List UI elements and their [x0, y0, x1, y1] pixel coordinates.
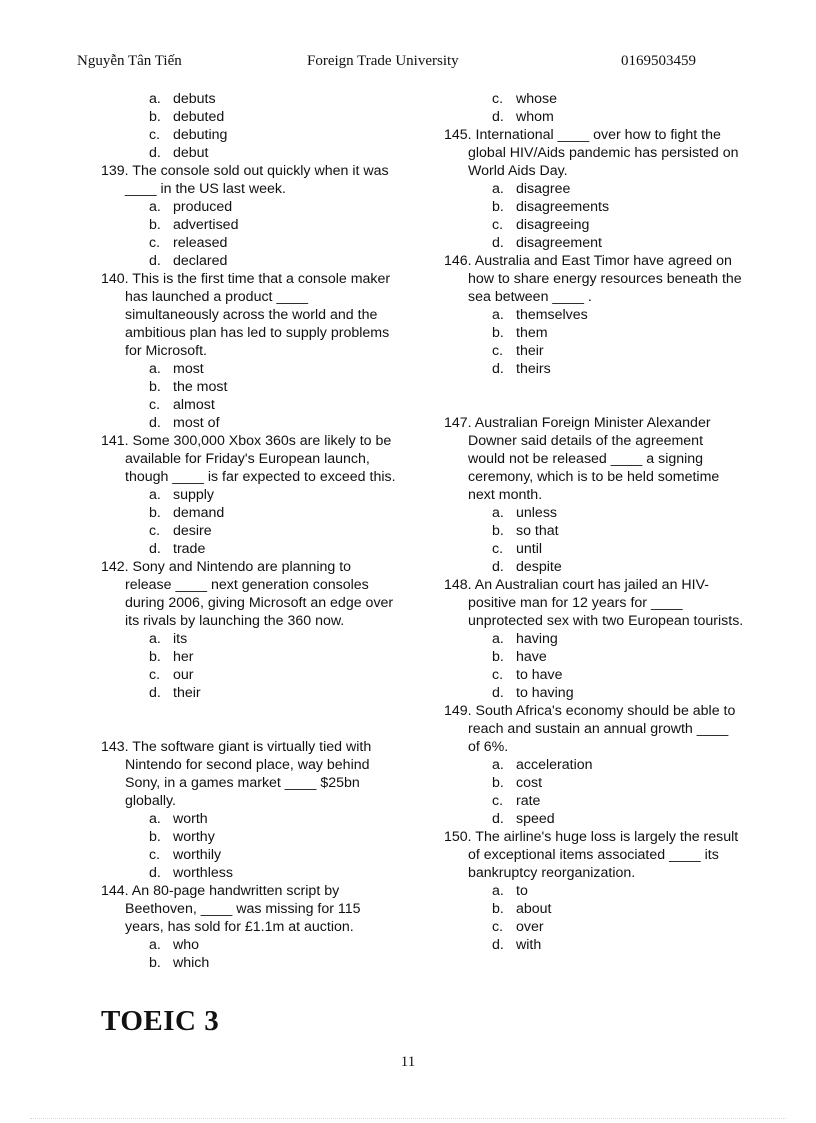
option-letter: d. — [492, 109, 504, 125]
option-letter: a. — [149, 487, 161, 503]
answer-options — [101, 90, 401, 162]
question-stem: 145. International ____ over how to fight the global HIV/Aids pandemic has persisted on World Aids Day. — [444, 127, 739, 179]
option-text: released — [173, 235, 228, 251]
header-phone: 0169503459 — [621, 53, 696, 69]
option-letter: c. — [149, 667, 161, 683]
question-stem: 147. Australian Foreign Minister Alexander Downer said details of the agreement would not be released ____ a signing ceremony, which is to be held sometime next month. — [444, 415, 720, 503]
option-letter: d. — [149, 685, 161, 701]
answer-option — [149, 360, 401, 378]
option-text: acceleration — [516, 757, 593, 773]
answer-option — [492, 504, 744, 522]
option-letter: d. — [149, 865, 161, 881]
option-letter: b. — [492, 199, 504, 215]
option-letter: a. — [149, 631, 161, 647]
answer-option — [492, 360, 744, 378]
answer-option — [492, 648, 744, 666]
question-stem: 150. The airline's huge loss is largely the result of exceptional items associated ____ its bankruptcy reorganization. — [444, 829, 739, 881]
option-letter: a. — [149, 811, 161, 827]
answer-option — [492, 684, 744, 702]
option-letter: c. — [492, 91, 504, 107]
answer-options — [444, 882, 744, 954]
option-letter: a. — [149, 199, 161, 215]
option-text: its — [173, 631, 188, 647]
question-stem: 146. Australia and East Timor have agreed on how to share energy resources beneath the sea between ____ . — [444, 253, 742, 305]
option-letter: a. — [492, 757, 504, 773]
option-letter: c. — [492, 793, 504, 809]
question-stem: 144. An 80-page handwritten script by Beethoven, ____ was missing for 115 years, has sold for £1.1m at auction. — [101, 883, 361, 935]
answer-option — [149, 486, 401, 504]
option-text: most of — [173, 415, 220, 431]
option-text: whose — [516, 91, 558, 107]
blank-spacer — [101, 702, 401, 738]
option-text: disagreement — [516, 235, 602, 251]
option-text: until — [516, 541, 543, 557]
answer-option — [149, 216, 401, 234]
answer-option — [492, 756, 744, 774]
question-item — [101, 270, 401, 432]
header-institution: Foreign Trade University — [307, 53, 459, 69]
option-text: the most — [173, 379, 228, 395]
option-text: to — [516, 883, 528, 899]
answer-option — [149, 684, 401, 702]
option-text: our — [173, 667, 194, 683]
option-letter: c. — [149, 127, 161, 143]
page-number: 11 — [400, 1054, 416, 1070]
answer-option — [492, 522, 744, 540]
option-letter: a. — [149, 91, 161, 107]
option-letter: b. — [492, 523, 504, 539]
option-text: debut — [173, 145, 209, 161]
option-letter: c. — [149, 235, 161, 251]
option-letter: c. — [149, 847, 161, 863]
option-text: to having — [516, 685, 574, 701]
option-letter: a. — [492, 505, 504, 521]
option-letter: a. — [492, 883, 504, 899]
option-letter: b. — [149, 379, 161, 395]
option-text: theirs — [516, 361, 551, 377]
answer-option — [149, 828, 401, 846]
answer-option — [149, 504, 401, 522]
option-letter: b. — [149, 955, 161, 971]
option-text: produced — [173, 199, 233, 215]
option-letter: d. — [149, 541, 161, 557]
option-text: with — [516, 937, 542, 953]
answer-option — [149, 954, 401, 972]
option-letter: c. — [492, 217, 504, 233]
option-letter: b. — [492, 775, 504, 791]
answer-option — [149, 378, 401, 396]
option-letter: a. — [492, 181, 504, 197]
option-letter: a. — [149, 937, 161, 953]
answer-option — [149, 414, 401, 432]
option-text: advertised — [173, 217, 239, 233]
option-text: over — [516, 919, 544, 935]
page-bottom-divider — [30, 1118, 786, 1119]
answer-option — [149, 252, 401, 270]
answer-option — [149, 90, 401, 108]
option-letter: a. — [149, 361, 161, 377]
option-text: whom — [516, 109, 554, 125]
question-stem: 141. Some 300,000 Xbox 360s are likely to be available for Friday's European launch, though ____ is far expected to exceed this. — [101, 433, 396, 485]
answer-option — [492, 936, 744, 954]
answer-option — [492, 342, 744, 360]
option-letter: b. — [149, 829, 161, 845]
option-text: supply — [173, 487, 215, 503]
answer-option — [149, 810, 401, 828]
option-text: rate — [516, 793, 541, 809]
answer-option — [149, 522, 401, 540]
option-letter: d. — [149, 415, 161, 431]
answer-option — [492, 630, 744, 648]
option-text: disagree — [516, 181, 571, 197]
answer-option — [149, 396, 401, 414]
option-letter: d. — [492, 361, 504, 377]
option-letter: c. — [492, 541, 504, 557]
option-text: who — [173, 937, 200, 953]
option-letter: c. — [149, 397, 161, 413]
answer-option — [149, 630, 401, 648]
question-item — [101, 432, 401, 558]
option-text: speed — [516, 811, 555, 827]
question-stem: 143. The software giant is virtually tied with Nintendo for second place, way behind Sony, in a games market ____ $25bn globally. — [101, 739, 372, 809]
answer-option — [149, 126, 401, 144]
option-text: declared — [173, 253, 228, 269]
option-letter: d. — [149, 253, 161, 269]
right-question-column — [444, 90, 744, 954]
blank-spacer — [444, 378, 744, 414]
answer-options — [101, 198, 401, 270]
option-text: worthily — [173, 847, 222, 863]
answer-options — [444, 630, 744, 702]
answer-option — [149, 864, 401, 882]
question-item — [444, 702, 744, 828]
answer-options — [444, 756, 744, 828]
answer-option — [492, 108, 744, 126]
answer-options — [101, 630, 401, 702]
option-text: cost — [516, 775, 543, 791]
question-stem: 140. This is the first time that a console maker has launched a product ____ simultaneously across the world and the ambitious plan has led to supply problems for Microsoft. — [101, 271, 391, 359]
question-item — [101, 882, 401, 972]
option-text: their — [173, 685, 201, 701]
option-text: almost — [173, 397, 215, 413]
answer-options — [444, 504, 744, 576]
question-item — [444, 252, 744, 378]
question-stem: 148. An Australian court has jailed an HIV-positive man for 12 years for ____ unprotected sex with two European tourists. — [444, 577, 744, 629]
option-letter: b. — [149, 649, 161, 665]
section-title: TOEIC 3 — [101, 1005, 220, 1037]
answer-options — [101, 360, 401, 432]
question-stem: 142. Sony and Nintendo are planning to release ____ next generation consoles during 2006, giving Microsoft an edge over its rivals by launching the 360 now. — [101, 559, 394, 629]
option-text: which — [173, 955, 210, 971]
question-item — [101, 558, 401, 702]
option-text: desire — [173, 523, 212, 539]
answer-option — [492, 198, 744, 216]
option-letter: b. — [149, 217, 161, 233]
answer-option — [492, 90, 744, 108]
option-text: trade — [173, 541, 206, 557]
option-text: have — [516, 649, 547, 665]
option-text: despite — [516, 559, 562, 575]
option-letter: a. — [492, 631, 504, 647]
option-text: about — [516, 901, 552, 917]
answer-option — [149, 648, 401, 666]
option-text: debuted — [173, 109, 225, 125]
answer-option — [492, 216, 744, 234]
answer-option — [492, 882, 744, 900]
option-letter: d. — [492, 685, 504, 701]
answer-option — [492, 918, 744, 936]
answer-option — [492, 540, 744, 558]
option-letter: c. — [492, 667, 504, 683]
option-letter: c. — [149, 523, 161, 539]
option-letter: b. — [492, 649, 504, 665]
answer-option — [492, 234, 744, 252]
option-letter: d. — [492, 559, 504, 575]
option-text: them — [516, 325, 548, 341]
question-item — [101, 738, 401, 882]
answer-option — [149, 936, 401, 954]
option-text: demand — [173, 505, 225, 521]
option-letter: c. — [492, 343, 504, 359]
option-text: worth — [173, 811, 208, 827]
option-letter: b. — [149, 109, 161, 125]
option-text: worthy — [173, 829, 215, 845]
option-text: most — [173, 361, 204, 377]
page-header — [0, 53, 816, 73]
answer-option — [149, 198, 401, 216]
option-text: her — [173, 649, 194, 665]
answer-option — [149, 666, 401, 684]
option-letter: a. — [492, 307, 504, 323]
answer-option — [149, 540, 401, 558]
answer-option — [492, 666, 744, 684]
question-item — [444, 90, 744, 126]
answer-options — [444, 306, 744, 378]
question-stem: 139. The console sold out quickly when it was ____ in the US last week. — [101, 163, 389, 197]
option-text: so that — [516, 523, 559, 539]
question-item — [444, 576, 744, 702]
option-letter: d. — [492, 811, 504, 827]
answer-option — [492, 558, 744, 576]
option-letter: d. — [492, 235, 504, 251]
answer-option — [149, 846, 401, 864]
question-item — [444, 126, 744, 252]
question-item — [444, 414, 744, 576]
option-letter: d. — [492, 937, 504, 953]
question-item — [444, 828, 744, 954]
option-text: debuting — [173, 127, 228, 143]
option-text: worthless — [173, 865, 233, 881]
answer-option — [492, 306, 744, 324]
question-item — [101, 162, 401, 270]
answer-option — [149, 108, 401, 126]
option-text: debuts — [173, 91, 216, 107]
answer-options — [101, 486, 401, 558]
question-stem: 149. South Africa's economy should be able to reach and sustain an annual growth ____ of 6%. — [444, 703, 736, 755]
option-text: having — [516, 631, 558, 647]
answer-option — [492, 900, 744, 918]
header-author: Nguyễn Tân Tiến — [77, 53, 182, 69]
option-text: themselves — [516, 307, 588, 323]
option-text: disagreeing — [516, 217, 590, 233]
answer-option — [492, 810, 744, 828]
option-text: to have — [516, 667, 563, 683]
answer-option — [492, 792, 744, 810]
answer-option — [492, 324, 744, 342]
option-letter: d. — [149, 145, 161, 161]
option-text: their — [516, 343, 544, 359]
option-letter: b. — [492, 901, 504, 917]
option-letter: b. — [492, 325, 504, 341]
left-question-column — [101, 90, 401, 972]
answer-option — [492, 774, 744, 792]
answer-option — [149, 234, 401, 252]
answer-options — [101, 936, 401, 972]
answer-options — [444, 180, 744, 252]
option-text: unless — [516, 505, 558, 521]
answer-option — [149, 144, 401, 162]
option-letter: c. — [492, 919, 504, 935]
answer-options — [101, 810, 401, 882]
option-text: disagreements — [516, 199, 610, 215]
question-item — [101, 90, 401, 162]
option-letter: b. — [149, 505, 161, 521]
answer-options — [444, 90, 744, 126]
answer-option — [492, 180, 744, 198]
